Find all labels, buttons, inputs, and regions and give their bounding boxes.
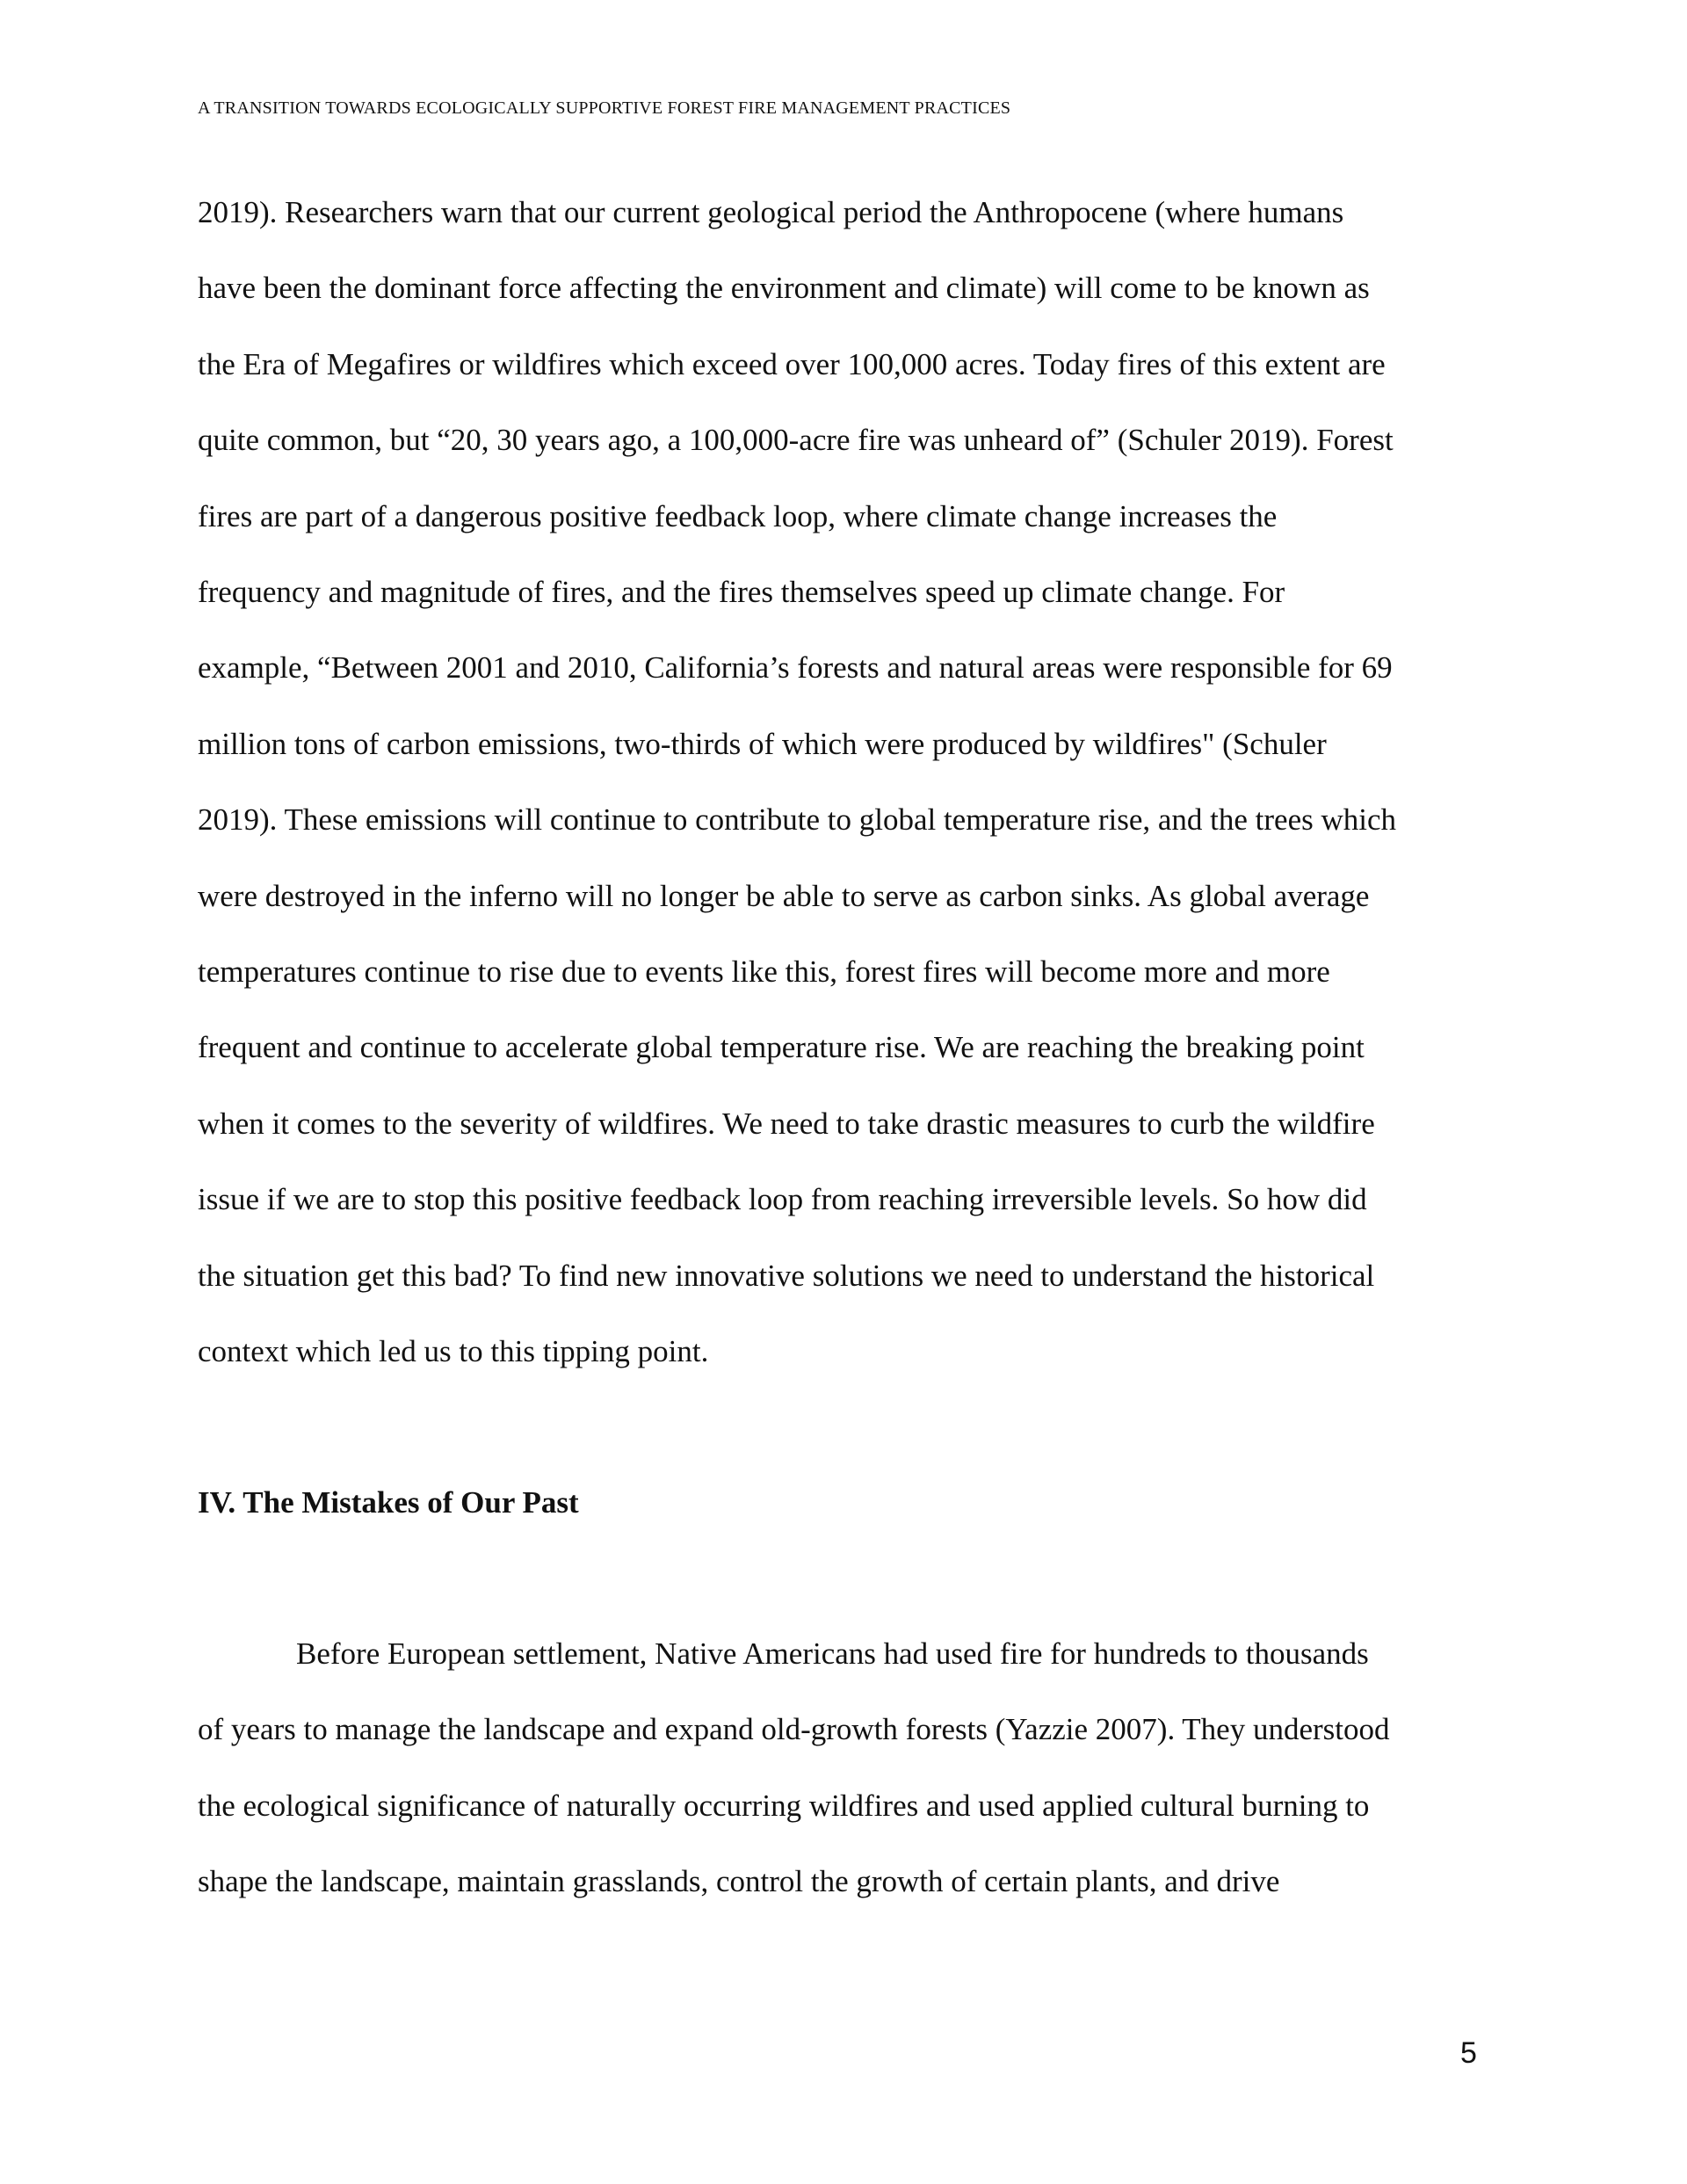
section-heading: IV. The Mistakes of Our Past: [198, 1485, 579, 1520]
text-line: of years to manage the landscape and expand old-growth forests (Yazzie 2007). They understood: [198, 1712, 1390, 1746]
text-line: were destroyed in the inferno will no longer be able to serve as carbon sinks. As global average: [198, 879, 1370, 913]
text-line: million tons of carbon emissions, two-thirds of which were produced by wildfires" (Schuler: [198, 727, 1327, 761]
text-line: have been the dominant force affecting the environment and climate) will come to be known as: [198, 271, 1370, 305]
text-line: example, “Between 2001 and 2010, California’s forests and natural areas were responsible for 69: [198, 650, 1393, 685]
text-line: the Era of Megafires or wildfires which exceed over 100,000 acres. Today fires of this extent are: [198, 347, 1386, 381]
text-line: quite common, but “20, 30 years ago, a 100,000-acre fire was unheard of” (Schuler 2019). Forest: [198, 423, 1394, 457]
text-line: shape the landscape, maintain grasslands, control the growth of certain plants, and drive: [198, 1864, 1280, 1898]
text-line: the situation get this bad? To find new innovative solutions we need to understand the historical: [198, 1259, 1375, 1293]
text-line: 2019). These emissions will continue to contribute to global temperature rise, and the trees which: [198, 802, 1397, 837]
text-line: the ecological significance of naturally occurring wildfires and used applied cultural burning to: [198, 1789, 1370, 1823]
text-line: issue if we are to stop this positive feedback loop from reaching irreversible levels. So how did: [198, 1182, 1367, 1216]
page-number: 5: [1460, 2036, 1477, 2070]
text-line: frequency and magnitude of fires, and the fires themselves speed up climate change. For: [198, 575, 1285, 609]
text-line: frequent and continue to accelerate global temperature rise. We are reaching the breaking point: [198, 1030, 1365, 1064]
text-line: when it comes to the severity of wildfires. We need to take drastic measures to curb the wildfire: [198, 1107, 1375, 1141]
text-line: fires are part of a dangerous positive feedback loop, where climate change increases the: [198, 499, 1278, 533]
running-head: A TRANSITION TOWARDS ECOLOGICALLY SUPPORTIVE FOREST FIRE MANAGEMENT PRACTICES: [198, 98, 1011, 118]
text-line: 2019). Researchers warn that our current geological period the Anthropocene (where humans: [198, 195, 1344, 229]
text-line: Before European settlement, Native Americans had used fire for hundreds to thousands: [296, 1636, 1369, 1671]
text-line: temperatures continue to rise due to events like this, forest fires will become more and more: [198, 954, 1330, 989]
text-line: context which led us to this tipping point.: [198, 1334, 709, 1368]
